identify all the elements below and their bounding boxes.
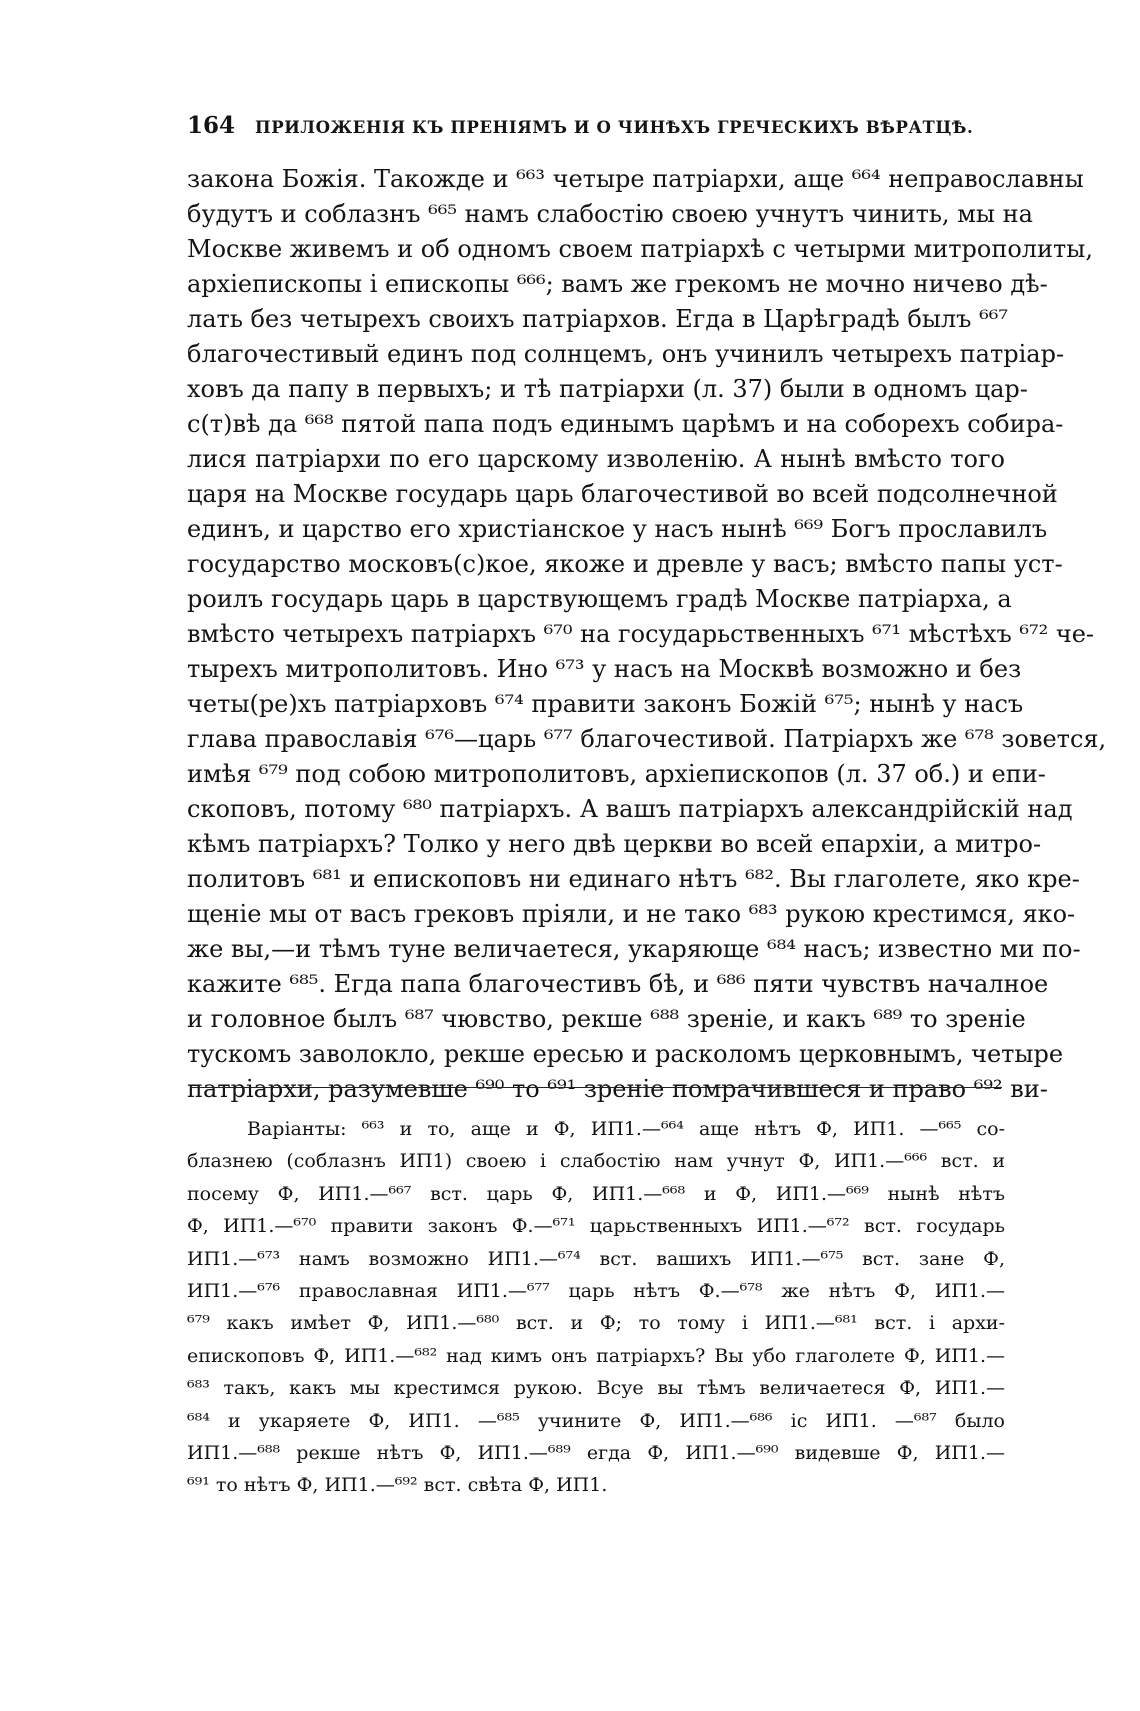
text-line: закона Божія. Такожде и ⁶⁶³ четыре патріархи, аще ⁶⁶⁴ неправославны	[187, 165, 1084, 193]
text-line: архіепископы і епископы ⁶⁶⁶; вамъ же грекомъ не мочно ничево дѣ-	[187, 270, 1048, 298]
text-line: будутъ и соблазнъ ⁶⁶⁵ намъ слабостію своею учнутъ чинить, мы на	[187, 200, 1033, 228]
text-line: единъ, и царство его христіанское у насъ нынѣ ⁶⁶⁹ Богъ прославилъ	[187, 515, 1048, 543]
text-line: государство московъ(с)кое, якоже и древле у васъ; вмѣсто папы уст-	[187, 550, 1063, 578]
variant-line: ИП1.—⁶⁷⁶ православная ИП1.—⁶⁷⁷ царь нѣтъ Ф.—⁶⁷⁸ же нѣтъ Ф, ИП1.—	[187, 1279, 1005, 1302]
text-line: политовъ ⁶⁸¹ и епископовъ ни единаго нѣтъ ⁶⁸². Вы глаголете, яко кре-	[187, 865, 1080, 893]
text-line: четы(ре)хъ патріарховъ ⁶⁷⁴ правити законъ Божій ⁶⁷⁵; нынѣ у насъ	[187, 690, 1024, 718]
variant-line: ⁶⁹¹ то нѣтъ Ф, ИП1.—⁶⁹² вст. свѣта Ф, ИП1.	[187, 1474, 608, 1497]
text-line: же вы,—и тѣмъ туне величаетеся, укаряюще ⁶⁸⁴ насъ; известно ми по-	[187, 935, 1081, 963]
text-line: тускомъ заволокло, рекше ересью и расколомъ церковнымъ, четыре	[187, 1040, 1064, 1068]
text-line: роилъ государь царь в царствующемъ градѣ Москве патріарха, а	[187, 585, 1012, 613]
variant-line: Варіанты: ⁶⁶³ и то, аще и Ф, ИП1.—⁶⁶⁴ аще нѣтъ Ф, ИП1. —⁶⁶⁵ со-	[247, 1118, 1005, 1140]
variant-line: блазнею (соблазнъ ИП1) своею і слабостію нам учнут Ф, ИП1.—⁶⁶⁶ вст. и	[187, 1150, 1005, 1173]
variant-line: ИП1.—⁶⁸⁸ рекше нѣтъ Ф, ИП1.—⁶⁸⁹ егда Ф, ИП1.—⁶⁹⁰ видевше Ф, ИП1.—	[187, 1441, 1005, 1464]
main-text-body	[187, 162, 1107, 1107]
variant-line: посему Ф, ИП1.—⁶⁶⁷ вст. царь Ф, ИП1.—⁶⁶⁸ и Ф, ИП1.—⁶⁶⁹ нынѣ нѣтъ	[187, 1182, 1005, 1205]
text-line: тырехъ митрополитовъ. Ино ⁶⁷³ у насъ на Москвѣ возможно и без	[187, 655, 1022, 683]
text-line: с(т)вѣ да ⁶⁶⁸ пятой папа подъ единымъ царѣмъ и на соборехъ собира-	[187, 410, 1064, 438]
text-line: глава православія ⁶⁷⁶—царь ⁶⁷⁷ благочестивой. Патріархъ же ⁶⁷⁸ зовется,	[187, 725, 1107, 753]
text-line: патріархи, разумевше ⁶⁹⁰ то ⁶⁹¹ зреніе помрачившеся и право ⁶⁹² ви-	[187, 1075, 1048, 1103]
page-number: 164	[187, 112, 236, 139]
variant-line: ⁶⁸⁴ и укаряете Ф, ИП1. —⁶⁸⁵ учините Ф, ИП1.—⁶⁸⁶ іс ИП1. —⁶⁸⁷ было	[187, 1409, 1005, 1432]
text-line: и головное былъ ⁶⁸⁷ чювство, рекше ⁶⁸⁸ зреніе, и какъ ⁶⁸⁹ то зреніе	[187, 1005, 1026, 1033]
text-line: кѣмъ патріархъ? Толко у него двѣ церкви во всей епархіи, а митро-	[187, 830, 1042, 858]
text-line: лися патріархи по его царскому изволенію. А нынѣ вмѣсто того	[187, 445, 1005, 473]
footnote-divider	[190, 1087, 1002, 1088]
text-line: ховъ да папу в первыхъ; и тѣ патріархи (л. 37) были в одномъ цар-	[187, 375, 1028, 403]
text-line: скоповъ, потому ⁶⁸⁰ патріархъ. А вашъ патріархъ александрійскій над	[187, 795, 1073, 823]
variants-apparatus	[187, 1113, 1005, 1502]
text-line: кажите ⁶⁸⁵. Егда папа благочестивъ бѣ, и ⁶⁸⁶ пяти чувствъ началное	[187, 970, 1049, 998]
variant-line: Ф, ИП1.—⁶⁷⁰ правити законъ Ф.—⁶⁷¹ царьственныхъ ИП1.—⁶⁷² вст. государь	[187, 1215, 1005, 1238]
variant-line: епископовъ Ф, ИП1.—⁶⁸² над кимъ онъ патріархъ? Вы убо глаголете Ф, ИП1.—	[187, 1344, 1005, 1367]
running-title: ПРИЛОЖЕНІЯ КЪ ПРЕНІЯМЪ И О ЧИНѢХЪ ГРЕЧЕСКИХЪ ВѢРАТЦѢ.	[255, 118, 974, 137]
variant-line: ИП1.—⁶⁷³ намъ возможно ИП1.—⁶⁷⁴ вст. вашихъ ИП1.—⁶⁷⁵ вст. зане Ф,	[187, 1247, 1005, 1270]
text-line: царя на Москве государь царь благочестивой во всей подсолнечной	[187, 480, 1058, 508]
text-line: имѣя ⁶⁷⁹ под собою митрополитовъ, архіепископов (л. 37 об.) и епи-	[187, 760, 1046, 788]
text-line: лать без четырехъ своихъ патріархов. Егда в Царѣградѣ былъ ⁶⁶⁷	[187, 305, 1008, 333]
text-line: Москве живемъ и об одномъ своем патріархѣ с четырми митрополиты,	[187, 235, 1094, 263]
variant-line: ⁶⁷⁹ какъ имѣет Ф, ИП1.—⁶⁸⁰ вст. и Ф; то тому і ИП1.—⁶⁸¹ вст. і архи-	[187, 1312, 1005, 1335]
text-line: благочестивый единъ под солнцемъ, онъ учинилъ четырехъ патріар-	[187, 340, 1065, 368]
text-line: щеніе мы от васъ грековъ пріяли, и не тако ⁶⁸³ рукою крестимся, яко-	[187, 900, 1076, 928]
text-line: вмѣсто четырехъ патріархъ ⁶⁷⁰ на государьственныхъ ⁶⁷¹ мѣстѣхъ ⁶⁷² че-	[187, 620, 1095, 648]
variant-line: ⁶⁸³ такъ, какъ мы крестимся рукою. Всуе вы тѣмъ величаетеся Ф, ИП1.—	[187, 1377, 1005, 1400]
page-header	[187, 112, 974, 146]
